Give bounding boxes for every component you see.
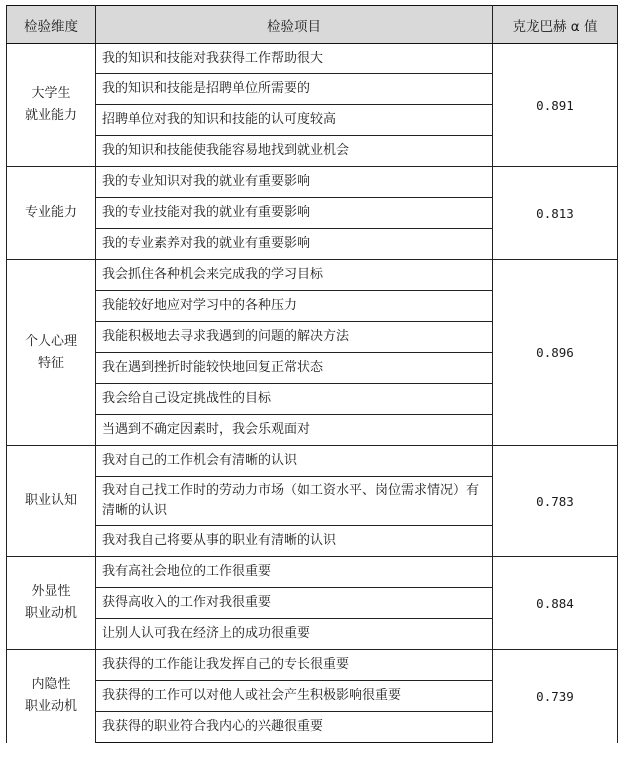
- item-cell: 让别人认可我在经济上的成功很重要: [96, 619, 493, 650]
- dimension-cell: 专业能力: [7, 167, 96, 260]
- header-dimension: 检验维度: [7, 6, 96, 44]
- item-cell: 我对自己的工作机会有清晰的认识: [96, 446, 493, 477]
- item-cell: 我在遇到挫折时能较快地回复正常状态: [96, 353, 493, 384]
- item-cell: 我能积极地去寻求我遇到的问题的解决方法: [96, 322, 493, 353]
- item-cell: 当遇到不确定因素时，我会乐观面对: [96, 415, 493, 446]
- item-cell: 我对我自己将要从事的职业有清晰的认识: [96, 526, 493, 557]
- table-row: [7, 260, 618, 291]
- item-cell: 我获得的工作可以对他人或社会产生积极影响很重要: [96, 681, 493, 712]
- item-cell: 获得高收入的工作对我很重要: [96, 588, 493, 619]
- item-cell: 我有高社会地位的工作很重要: [96, 557, 493, 588]
- dimension-cell: 职业认知: [7, 446, 96, 557]
- table-body: [7, 44, 618, 743]
- table-header: [7, 6, 618, 44]
- alpha-cell: 0.739: [493, 650, 618, 743]
- table-row: [7, 557, 618, 588]
- item-cell: 我能较好地应对学习中的各种压力: [96, 291, 493, 322]
- header-item: 检验项目: [96, 6, 493, 44]
- dimension-cell: 内隐性 职业动机: [7, 650, 96, 743]
- dimension-cell: 大学生 就业能力: [7, 44, 96, 167]
- item-cell: 我的知识和技能是招聘单位所需要的: [96, 74, 493, 105]
- item-cell: 我会抓住各种机会来完成我的学习目标: [96, 260, 493, 291]
- table-row: [7, 167, 618, 198]
- item-cell: 招聘单位对我的知识和技能的认可度较高: [96, 105, 493, 136]
- item-cell: 我的知识和技能使我能容易地找到就业机会: [96, 136, 493, 167]
- item-cell: 我的知识和技能对我获得工作帮助很大: [96, 44, 493, 74]
- alpha-cell: 0.783: [493, 446, 618, 557]
- item-cell: 我的专业技能对我的就业有重要影响: [96, 198, 493, 229]
- dimension-cell: 个人心理 特征: [7, 260, 96, 446]
- alpha-cell: 0.891: [493, 44, 618, 167]
- header-row: [7, 6, 618, 44]
- alpha-cell: 0.813: [493, 167, 618, 260]
- header-alpha: 克龙巴赫 α 值: [493, 6, 618, 44]
- table-row: [7, 446, 618, 477]
- table-row: [7, 650, 618, 681]
- item-cell: 我获得的职业符合我内心的兴趣很重要: [96, 712, 493, 743]
- dimension-cell: 外显性 职业动机: [7, 557, 96, 650]
- item-cell: 我的专业素养对我的就业有重要影响: [96, 229, 493, 260]
- reliability-table: [6, 5, 618, 743]
- item-cell: 我对自己找工作时的劳动力市场（如工资水平、岗位需求情况）有清晰的认识: [96, 477, 493, 526]
- alpha-cell: 0.896: [493, 260, 618, 446]
- item-cell: 我会给自己设定挑战性的目标: [96, 384, 493, 415]
- item-cell: 我的专业知识对我的就业有重要影响: [96, 167, 493, 198]
- item-cell: 我获得的工作能让我发挥自己的专长很重要: [96, 650, 493, 681]
- alpha-cell: 0.884: [493, 557, 618, 650]
- table-row: [7, 44, 618, 74]
